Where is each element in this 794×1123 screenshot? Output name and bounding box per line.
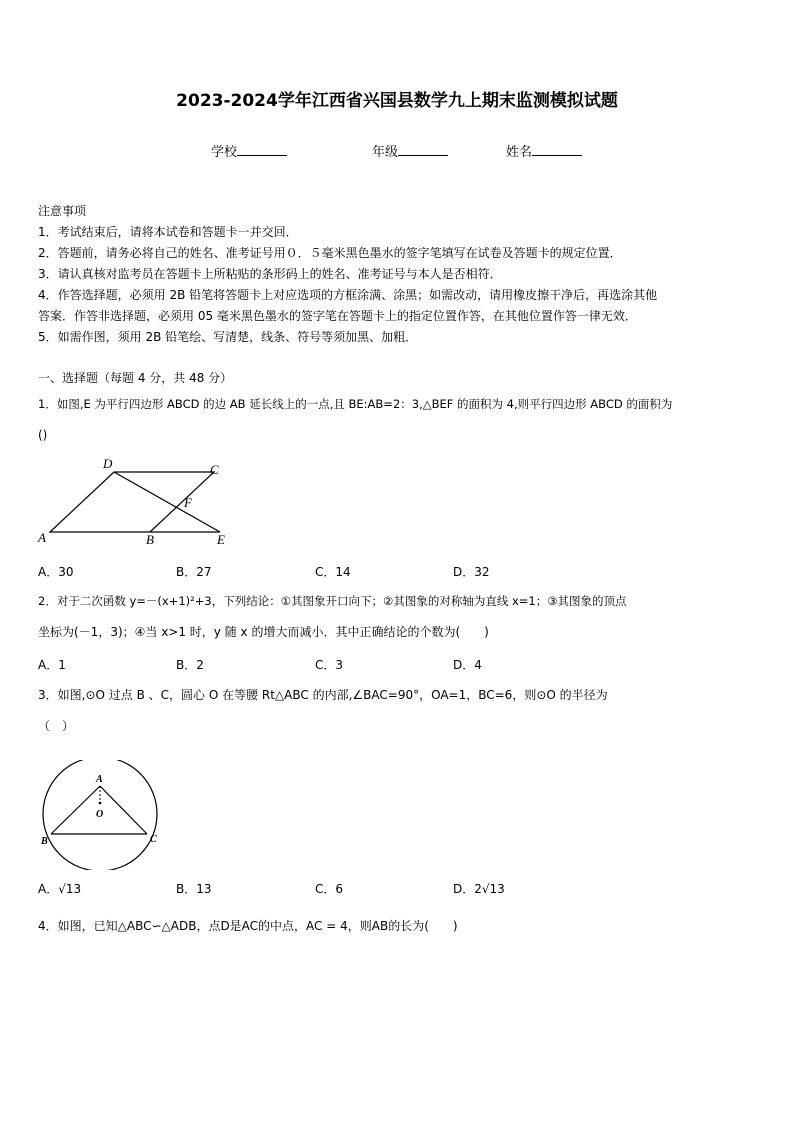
grade-blank[interactable] (398, 143, 448, 156)
school-blank[interactable] (237, 143, 287, 156)
q3-option-c[interactable]: C．6 (315, 882, 344, 896)
q1-stem: 1．如图,E 为平行四边形 ABCD 的边 AB 延长线上的一点,且 BE:AB=2：3,△BEF 的面积为 4,则平行四边形 ABCD 的面积为 (38, 397, 673, 411)
school-field[interactable] (211, 141, 287, 160)
point-o (99, 802, 102, 805)
label-c: C (210, 462, 219, 477)
q1-option-a[interactable]: A．30 (38, 565, 74, 579)
q2-option-c[interactable]: C．3 (315, 658, 344, 672)
q2-stem: 2．对于二次函数 y=－(x+1)²+3，下列结论：①其图象开口向下；②其图象的对称轴为直线 x=1；③其图象的顶点 (38, 594, 627, 608)
q1-option-d[interactable]: D．32 (453, 565, 490, 579)
notice-item: 5．如需作图，须用 2B 铅笔绘、写清楚，线条、符号等须加黑、加粗． (38, 330, 418, 344)
label-a: A (96, 774, 103, 785)
q1-option-c[interactable]: C．14 (315, 565, 351, 579)
q4-stem: 4．如图，已知△ABC∽△ADB，点D是AC的中点，AC = 4，则AB的长为( ) (38, 919, 458, 933)
q2-stem-cont: 坐标为(－1，3)；④当 x>1 时，y 随 x 的增大而减小．其中正确结论的个数为( ) (38, 625, 489, 639)
grade-field[interactable] (372, 141, 448, 160)
q3-option-a[interactable]: A．√13 (38, 882, 82, 896)
label-c: C (150, 834, 157, 845)
segment-ab (51, 786, 100, 834)
notice-item: 2．答题前，请务必将自己的姓名、准考证号用０．５毫米黑色墨水的签字笔填写在试卷及答题卡的规定位置． (38, 246, 622, 260)
school-label: 学校 (211, 145, 238, 160)
name-label: 姓名 (506, 145, 533, 160)
label-o: O (96, 809, 104, 820)
q3-stem: 3．如图,⊙O 过点 B 、C，圆心 O 在等腰 Rt△ABC 的内部,∠BAC=90°，OA=1，BC=6，则⊙O 的半径为 (38, 688, 608, 702)
grade-label: 年级 (372, 145, 399, 160)
page-title: 2023-2024学年江西省兴国县数学九上期末监测模拟试题 (176, 91, 618, 111)
q3-stem-cont: （ ） (38, 719, 75, 733)
notice-item: 4．作答选择题，必须用 2B 铅笔将答题卡上对应选项的方框涂满、涂黑；如需改动，请用橡皮擦干净后，再选涂其他 (38, 288, 658, 302)
label-d: D (103, 456, 113, 471)
label-f: F (184, 495, 192, 510)
q3-option-d[interactable]: D．2√13 (453, 882, 505, 896)
q1-option-b[interactable]: B．27 (176, 565, 212, 579)
notice-heading: 注意事项 (38, 204, 87, 218)
q2-option-b[interactable]: B．2 (176, 658, 204, 672)
q1-figure (34, 455, 244, 547)
notice-item: 1．考试结束后，请将本试卷和答题卡一并交回． (38, 225, 298, 239)
notice-item: 3．请认真核对监考员在答题卡上所粘贴的条形码上的姓名、准考证号与本人是否相符． (38, 267, 502, 281)
q2-option-a[interactable]: A．1 (38, 658, 66, 672)
notice-item: 答案．作答非选择题，必须用 05 毫米黑色墨水的签字笔在答题卡上的指定位置作答，在其他位置作答一律无效． (38, 309, 637, 323)
name-field[interactable] (506, 141, 582, 160)
label-e: E (217, 532, 225, 547)
name-blank[interactable] (532, 143, 582, 156)
section-heading: 一、选择题（每题 4 分，共 48 分） (38, 371, 233, 385)
q3-option-b[interactable]: B．13 (176, 882, 212, 896)
segment-ac (100, 786, 147, 834)
q3-figure (34, 760, 164, 870)
q1-stem-cont: () (38, 428, 48, 442)
q2-option-d[interactable]: D．4 (453, 658, 482, 672)
label-b: B (146, 532, 154, 547)
label-a: A (38, 530, 46, 545)
label-b: B (41, 836, 48, 847)
